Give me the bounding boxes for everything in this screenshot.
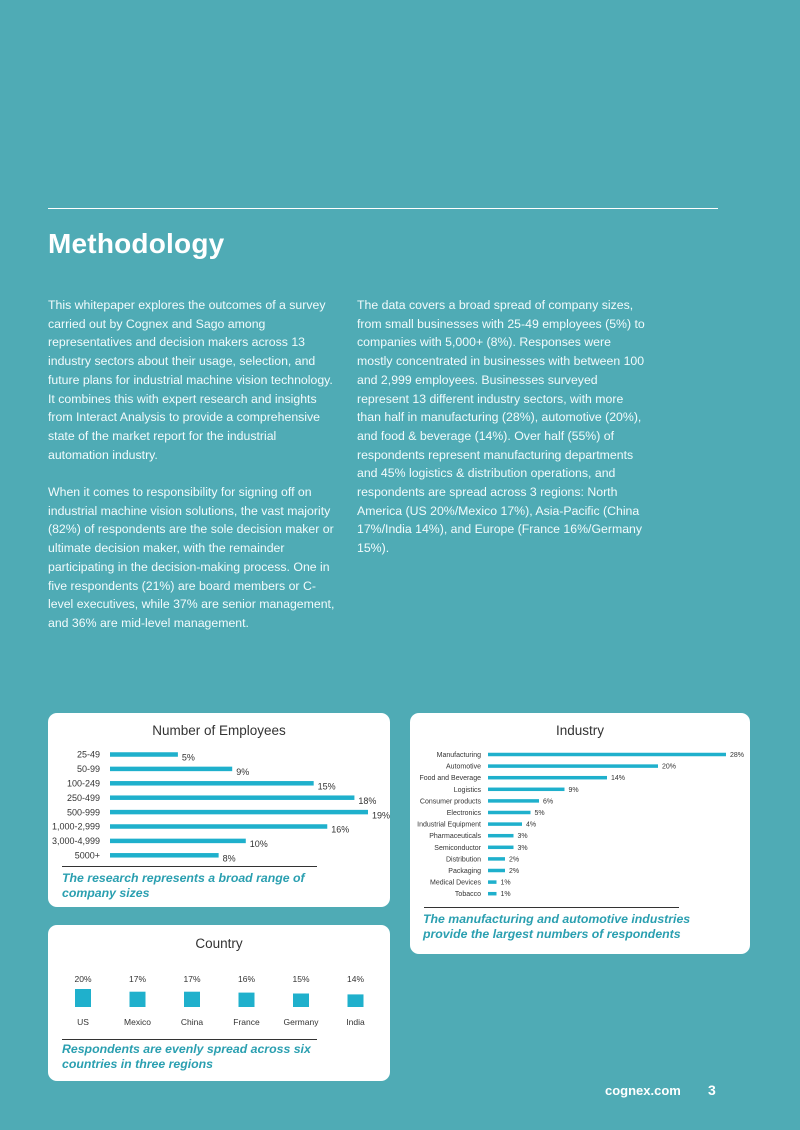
category-label: 50-99 bbox=[76, 764, 100, 775]
bar bbox=[110, 752, 178, 757]
category-label: US bbox=[77, 1017, 89, 1027]
value-label: 3% bbox=[517, 833, 528, 841]
bar bbox=[488, 776, 607, 780]
value-label: 1% bbox=[500, 879, 511, 887]
value-label: 15% bbox=[317, 781, 336, 792]
industry-chart-card bbox=[410, 713, 750, 954]
bar bbox=[488, 880, 497, 884]
value-label: 20% bbox=[74, 974, 92, 984]
category-label: 250-499 bbox=[66, 792, 100, 803]
caption-divider bbox=[62, 1039, 317, 1040]
category-label: 100-249 bbox=[66, 778, 100, 789]
value-label: 6% bbox=[543, 798, 554, 806]
category-label: 500-999 bbox=[66, 807, 100, 818]
caption-divider bbox=[62, 866, 317, 867]
paragraph: This whitepaper explores the outcomes of a survey carried out by Cognex and Sago among representatives and decision makers across 13 industry sectors about their usage, selection, and future plans for industrial machine vision technology. It combines this with expert research and insights from Interact Analysis to provide a comprehensive state of the market report for the industrial automation industry. bbox=[48, 298, 333, 462]
bar bbox=[110, 767, 232, 772]
value-label: 2% bbox=[509, 856, 520, 864]
bar bbox=[488, 834, 514, 838]
category-label: Logistics bbox=[453, 786, 481, 794]
value-label: 28% bbox=[730, 751, 745, 759]
chart-caption: The manufacturing and automotive industries provide the largest numbers of respondents bbox=[423, 912, 691, 941]
text-column-right bbox=[357, 296, 649, 577]
page-number: 3 bbox=[708, 1082, 716, 1098]
value-label: 20% bbox=[662, 763, 677, 771]
value-label: 2% bbox=[509, 867, 520, 875]
category-label: Consumer products bbox=[419, 798, 481, 806]
value-label: 3% bbox=[517, 844, 528, 852]
category-label: Automotive bbox=[445, 763, 481, 771]
value-label: 14% bbox=[346, 974, 365, 984]
bar bbox=[110, 853, 219, 858]
bar bbox=[488, 788, 565, 792]
category-label: 1,000-2,999 bbox=[51, 821, 100, 832]
bar bbox=[488, 846, 514, 850]
category-label: Manufacturing bbox=[436, 751, 481, 759]
category-label: China bbox=[180, 1017, 204, 1027]
value-label: 10% bbox=[249, 839, 268, 850]
category-label: Pharmaceuticals bbox=[429, 833, 481, 841]
value-label: 9% bbox=[236, 767, 250, 778]
bar bbox=[488, 811, 531, 815]
page-title: Methodology bbox=[48, 228, 225, 259]
chart-title: Country bbox=[195, 936, 243, 951]
bar bbox=[488, 857, 505, 861]
bar bbox=[110, 810, 368, 815]
category-label: France bbox=[233, 1017, 260, 1027]
bar bbox=[488, 892, 497, 896]
category-label: Electronics bbox=[446, 809, 481, 817]
category-label: Semiconductor bbox=[434, 844, 481, 852]
category-label: India bbox=[346, 1017, 365, 1027]
bar bbox=[488, 869, 505, 873]
category-label: Germany bbox=[283, 1017, 319, 1027]
chart-title: Number of Employees bbox=[152, 723, 286, 738]
employees-chart-card bbox=[48, 713, 390, 907]
bar bbox=[110, 781, 314, 786]
bar bbox=[348, 994, 364, 1007]
bar bbox=[488, 799, 539, 803]
bar bbox=[130, 992, 146, 1007]
category-label: Medical Devices bbox=[430, 879, 481, 887]
value-label: 5% bbox=[534, 809, 545, 817]
value-label: 4% bbox=[526, 821, 537, 829]
chart-caption: Respondents are evenly spread across six countries in three regions bbox=[62, 1042, 311, 1071]
caption-divider bbox=[424, 907, 679, 908]
category-label: Tobacco bbox=[454, 891, 481, 899]
top-divider bbox=[48, 208, 718, 209]
category-label: Mexico bbox=[124, 1017, 151, 1027]
bar bbox=[488, 753, 726, 757]
country-chart-card bbox=[48, 925, 390, 1081]
bar bbox=[110, 839, 246, 844]
category-label: Distribution bbox=[445, 856, 481, 864]
category-label: Packaging bbox=[448, 867, 481, 875]
bar bbox=[184, 992, 200, 1007]
bar bbox=[293, 994, 309, 1008]
value-label: 16% bbox=[331, 824, 350, 835]
chart-title: Industry bbox=[555, 723, 605, 738]
value-label: 16% bbox=[237, 974, 256, 984]
bar bbox=[239, 993, 255, 1007]
category-label: 25-49 bbox=[76, 749, 100, 760]
bar bbox=[75, 989, 91, 1007]
value-label: 1% bbox=[500, 891, 511, 899]
category-label: 5000+ bbox=[74, 850, 100, 861]
bar bbox=[488, 764, 658, 768]
value-label: 17% bbox=[183, 974, 201, 984]
paragraph: The data covers a broad spread of company sizes, from small businesses with 25-49 employees (5%) to companies with 5,000+ (8%). Responses were mostly concentrated in businesses with between 100 and 2,999 employees. Businesses surveyed represent 13 different industry sectors, with more than half in manufacturing (28%), automotive (20%), and food & beverage (14%). Over half (55%) of respondents represent manufacturing departments and 45% logistics & distribution operations, and respondents are spread across 3 regions: North America (US 20%/Mexico 17%), Asia-Pacific (China 17%/India 14%), and Europe (France 16%/Germany 15%). bbox=[357, 298, 645, 556]
category-label: Food and Beverage bbox=[419, 775, 481, 783]
category-label: 3,000-4,999 bbox=[51, 836, 100, 847]
footer-url: cognex.com bbox=[605, 1083, 681, 1098]
bar bbox=[110, 824, 327, 829]
value-label: 15% bbox=[292, 974, 310, 984]
category-label: Industrial Equipment bbox=[417, 821, 481, 829]
value-label: 9% bbox=[568, 786, 579, 794]
value-label: 17% bbox=[128, 974, 147, 984]
value-label: 19% bbox=[372, 810, 390, 821]
chart-caption: The research represents a broad range of company sizes bbox=[62, 871, 305, 900]
value-label: 8% bbox=[222, 853, 236, 864]
bar bbox=[110, 795, 354, 800]
text-column-left bbox=[48, 296, 340, 651]
bar bbox=[488, 822, 522, 826]
value-label: 5% bbox=[181, 752, 195, 763]
value-label: 14% bbox=[611, 775, 626, 783]
paragraph: When it comes to responsibility for signing off on industrial machine vision solutions, the vast majority (82%) of respondents are the sole decision maker or ultimate decision maker, with the remainder participating in the decision-making process. One in five respondents (21%) are board members or C-level executives, while 37% are senior management, and 36% are mid-level management. bbox=[48, 485, 335, 630]
value-label: 18% bbox=[358, 795, 377, 806]
